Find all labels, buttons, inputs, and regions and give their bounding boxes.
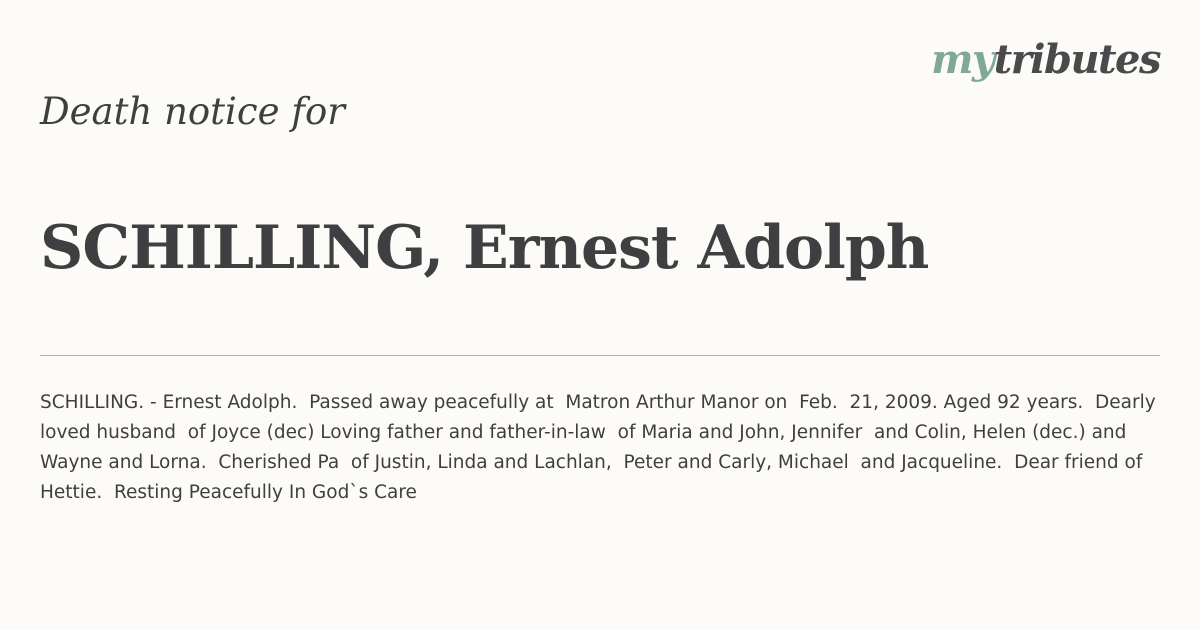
logo-my: my	[931, 36, 994, 83]
mytributes-logo[interactable]	[931, 36, 1160, 84]
notice-text: SCHILLING. - Ernest Adolph. Passed away peacefully at Matron Arthur Manor on Feb. 21, 2009. Aged 92 years. Dearly loved husband of Joyce (dec) Loving father and father-in-law of Maria and John, Jennifer and Colin, Helen (dec.) and Wayne and Lorna. Cherished Pa of Justin, Linda and Lachlan, Peter and Carly, Michael and Jacqueline. Dear friend of Hettie. Resting Peacefully In God`s Care	[40, 392, 1162, 503]
deceased-name: SCHILLING, Ernest Adolph	[40, 213, 929, 283]
divider	[40, 355, 1160, 356]
logo-tributes: tributes	[993, 36, 1160, 83]
notice-heading: Death notice for	[40, 90, 345, 133]
